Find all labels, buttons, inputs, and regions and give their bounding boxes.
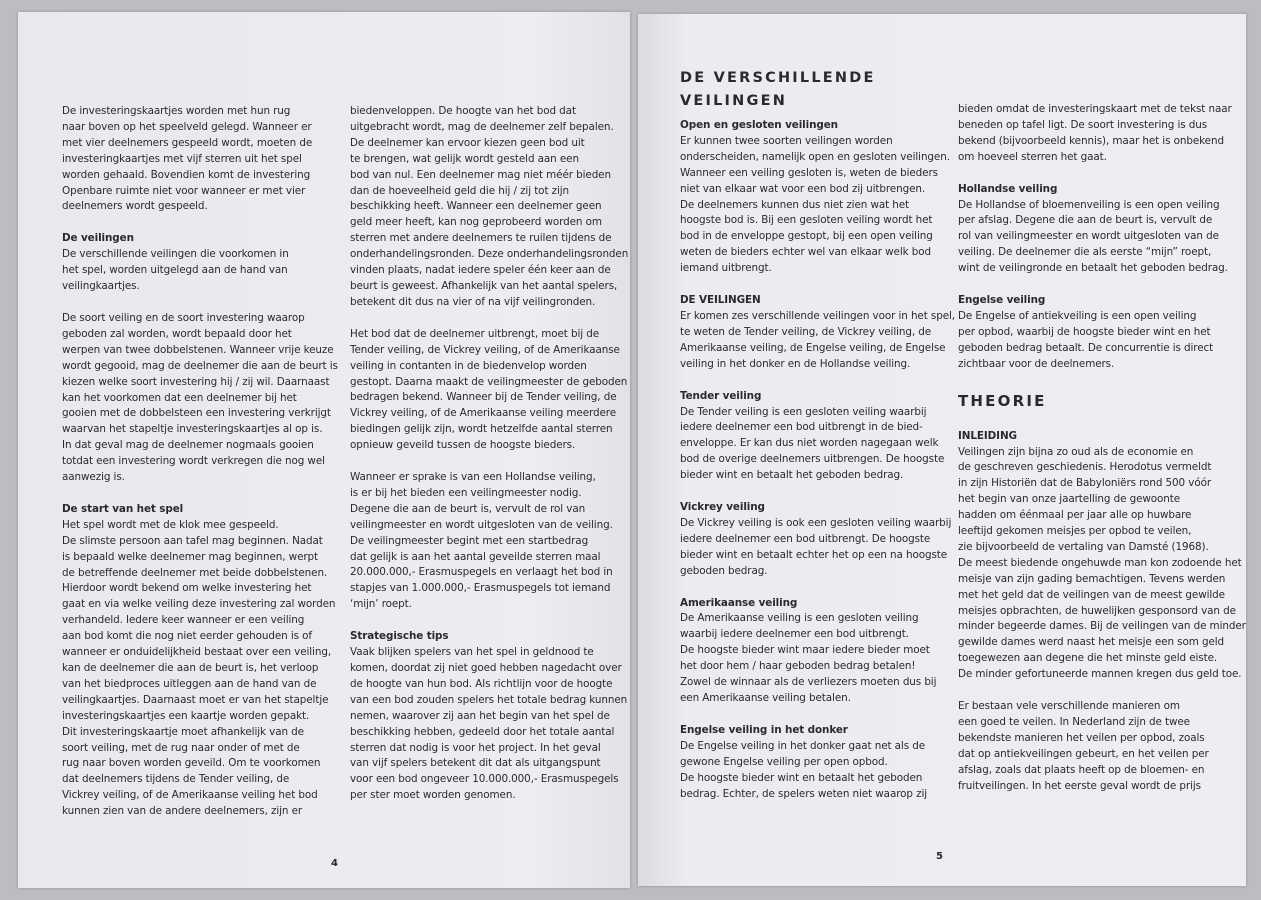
right-column-1 [680,118,955,802]
text-line: De investeringskaartjes worden met hun rug [62,105,291,117]
paragraph-spacer [62,295,334,311]
text-line: kan het voorkomen dat een deelnemer bij het [62,391,297,404]
text-line: met het geld dat de veilingen van de meest gewilde [958,588,1225,601]
text-line: weten de bieders echter wel van elkaar welk bod [680,246,931,259]
subheading: INLEIDING [958,429,1017,442]
text-line: is bepaald welke deelnemer mag beginnen, werpt [62,550,319,563]
paragraph-spacer [680,707,950,723]
text-line: sterren met andere deelnemers te ruilen tijdens de [350,232,612,245]
text-line: In dat geval mag de deelnemer nogmaals gooien [62,439,314,452]
text-line: Wanneer een veiling gesloten is, weten de bieders [680,166,938,179]
page-number-left: 4 [331,858,338,869]
text-line: per afslag. Degene die aan de beurt is, vervult de [958,214,1213,227]
text-line: Veilingen zijn bijna zo oud als de economie en [958,445,1194,458]
text-line: opnieuw geveild tussen de hoogste bieders. [350,439,576,452]
paragraph-spacer [350,311,628,327]
text-line: De slimste persoon aan tafel mag beginnen. Nadat [62,534,323,547]
right-column-2 [958,102,1246,795]
body-paragraph [958,198,1238,278]
text-line: De hoogste bieder wint maar iedere bieder moet [680,644,930,657]
text-line: geboden bedrag. [680,564,768,577]
text-line: afslag, zoals dat plaats heeft op de bloemen- en [958,763,1205,776]
text-line: De Engelse veiling in het donker gaat net als de [680,739,926,752]
text-line: 20.000.000,- Erasmuspegels en verlaagt het bod in [350,566,613,579]
paragraph-spacer [958,683,1238,699]
body-paragraph [680,405,950,485]
text-line: dat op antiekveilingen gebeurt, en het veilen per [958,747,1209,760]
text-line: fruitveilingen. In het eerste geval wordt de prijs [958,779,1201,792]
text-line: Het bod dat de deelnemer uitbrengt, moet bij de [350,327,600,340]
text-line: toegewezen aan degene die het minste geld eiste. [958,652,1218,665]
text-line: Hierdoor wordt bekend om welke investering het [62,582,312,595]
text-line: kunnen zien van de andere deelnemers, zijn er [62,805,303,818]
text-line: meisjes opbrachten, de huwelijken gesponsord van de [958,604,1236,617]
text-line: De Amerikaanse veiling is een gesloten veiling [680,612,919,625]
text-line: aan bod komt die nog niet eerder gehouden is of [62,630,312,643]
body-paragraph [680,309,955,373]
text-line: meisje van zijn gading bemachtigen. Tevens werden [958,572,1226,585]
text-line: gaat en via welke veiling deze investering zal worden [62,598,336,611]
text-line: het begin van onze jaartelling de gewoonte [958,493,1181,506]
text-line: De Vickrey veiling is ook een gesloten veiling waarbij [680,516,952,529]
text-line: leeftijd gekomen meisjes per opbod te veilen, [958,525,1192,538]
text-line: beneden op tafel ligt. De soort investering is dus [958,118,1208,131]
text-line: waarvan het stapeltje investeringskaartjes al op is. [62,423,323,436]
text-line: investeringskaartjes een kaartje worden gepakt. [62,709,310,722]
right-page [638,14,1246,886]
text-line: geld meer heeft, kan nog geprobeerd worden om [350,216,602,229]
text-line: geboden bedrag betaalt. De concurrentie is direct [958,341,1214,354]
text-line: beschikking heeft. Wanneer een deelnemer geen [350,200,602,213]
text-line: bod de overige deelnemers uitbrengen. De hoogste [680,453,945,466]
subheading: DE VEILINGEN [680,294,761,307]
text-line: hadden om éénmaal per jaar alle op huwbare [958,509,1192,522]
text-line: te weten de Tender veiling, de Vickrey veiling, de [680,325,932,338]
text-line: per opbod, waarbij de hoogste bieder wint en het [958,325,1211,338]
body-paragraph [680,516,950,580]
section-title [680,67,876,113]
text-line: nemen, waarover zij aan het begin van het spel de [350,709,610,722]
body-paragraph [350,470,628,613]
text-line: bekend (bijvoorbeeld kennis), maar het is onbekend [958,134,1224,147]
subheading: Amerikaanse veiling [680,596,798,609]
text-line: dat deelnemers tijdens de Tender veiling, de [62,773,290,786]
paragraph-spacer [680,580,950,596]
text-line: De minder gefortuneerde mannen kregen dus geld toe. [958,668,1242,681]
text-line: Het spel wordt met de klok mee gespeeld. [62,518,279,531]
text-line: bieder wint en betaalt het geboden bedrag. [680,469,904,482]
subheading: De veilingen [62,232,134,245]
text-line: is er bij het bieden een veilingmeester nodig. [350,486,582,499]
text-line: van het biedproces uitleggen aan de hand van de [62,677,317,690]
text-line: bekendste manieren het veilen per opbod, zoals [958,731,1205,744]
text-line: dan de hoeveelheid geld die hij / zij tot zijn [350,184,570,197]
body-paragraph [680,739,950,803]
body-paragraph [62,311,338,486]
text-line: veilingkaartjes. Daarnaast moet er van het stapeltje [62,693,329,706]
paragraph-spacer [680,373,950,389]
left-column-2 [350,104,628,804]
text-line: Er komen zes verschillende veilingen voor in het spel, [680,309,955,322]
body-paragraph [958,699,1238,794]
text-line: deelnemers wordt gespeeld. [62,200,208,213]
subheading: Vickrey veiling [680,501,765,514]
text-line: hoogste bod is. Bij een gesloten veiling wordt het [680,214,933,227]
text-line: sterren dat nodig is voor het project. In het geval [350,741,601,754]
paragraph-spacer [958,373,1238,389]
text-line: om hoeveel sterren het gaat. [958,150,1107,163]
body-paragraph [958,102,1238,166]
text-line: iedere deelnemer een bod uitbrengt. De hoogste [680,532,931,545]
subheading: Engelse veiling [958,294,1046,307]
text-line: iedere deelnemer een bod uitbrengt in de bied- [680,421,923,434]
text-line: geboden zal worden, wordt bepaald door het [62,327,292,340]
text-line: bod van nul. Een deelnemer mag niet méér bieden [350,168,611,181]
text-line: veiling. De deelnemer die als eerste “mijn” roept, [958,246,1212,259]
left-page [18,12,630,888]
text-line: rol van veilingmeester en wordt uitgesloten van de [958,230,1219,243]
text-line: per ster moet worden genomen. [350,789,516,802]
text-line: De Hollandse of bloemenveiling is een open veiling [958,198,1220,211]
subheading: Engelse veiling in het donker [680,723,848,736]
subheading: De start van het spel [62,502,184,515]
text-line: betekent dit dus na vier of na vijf veilingronden. [350,295,596,308]
page-number-right: 5 [936,851,943,862]
text-line: Dit investeringskaartje moet afhankelijk van de [62,725,304,738]
text-line: biedenveloppen. De hoogte van het bod dat [350,105,576,117]
text-line: De soort veiling en de soort investering waarop [62,311,305,324]
paragraph-spacer [350,454,628,470]
text-line: De deelnemer kan ervoor kiezen geen bod uit [350,136,585,149]
text-line: te brengen, wat gelijk wordt gesteld aan een [350,152,579,165]
subheading: Hollandse veiling [958,182,1058,195]
text-line: De hoogste bieder wint en betaalt het geboden [680,771,923,784]
text-line: onderscheiden, namelijk open en gesloten veilingen. [680,150,950,163]
paragraph-spacer [62,486,334,502]
text-line: van een bod zouden spelers het totale bedrag kunnen [350,693,628,706]
text-line: De Tender veiling is een gesloten veiling waarbij [680,405,927,418]
body-paragraph [680,134,950,277]
text-line: zichtbaar voor de deelnemers. [958,357,1115,370]
paragraph-spacer [958,277,1238,293]
paragraph-spacer [958,413,1238,429]
text-line: veiling in contanten in de biedenvelop worden [350,359,587,372]
text-line: De meest biedende ongehuwde man kon zodoende het [958,556,1242,569]
text-line: verhandeld. Iedere keer wanneer er een veiling [62,614,305,627]
text-line: bedragen bekend. Wanneer bij de Tender veiling, de [350,391,617,404]
text-line: worden gehaald. Bovendien komt de investering [62,168,311,181]
text-line: een Amerikaanse veiling betalen. [680,692,851,704]
text-line: biedingen gelijk zijn, wordt hetzelfde aantal sterren [350,423,613,436]
body-paragraph [958,309,1238,373]
text-line: De deelnemers kunnen dus niet zien wat het [680,198,910,211]
subheading: Open en gesloten veilingen [680,119,838,131]
text-line: beurt is geweest. Afhankelijk van het aantal spelers, [350,279,618,292]
text-line: investeringkaartjes met vijf sterren uit het spel [62,152,302,165]
paragraph-spacer [680,484,950,500]
text-line: iemand uitbrengt. [680,262,772,275]
text-line: vinden plaats, nadat iedere speler één keer aan de [350,264,611,277]
body-paragraph [62,518,334,820]
body-paragraph [62,247,334,295]
text-line: van vijf spelers betekent dit dat als uitgangspunt [350,757,601,770]
text-line: bieder wint en betaalt echter het op een na hoogste [680,548,948,561]
text-line: een goed te veilen. In Nederland zijn de twee [958,716,1190,728]
text-line: de betreffende deelnemer met beide dobbelstenen. [62,566,328,579]
text-line: rug naar boven worden geveild. Om te voorkomen [62,757,321,770]
body-paragraph [680,611,950,706]
text-line: Vickrey veiling, of de Amerikaanse veiling meerdere [350,407,617,420]
text-line: totdat een investering wordt verkregen die nog wel [62,455,325,468]
text-line: Degene die aan de beurt is, vervult de rol van [350,502,586,515]
text-line: werpen van twee dobbelstenen. Wanneer vrije keuze [62,343,334,356]
text-line: Wanneer er sprake is van een Hollandse veiling, [350,471,596,484]
section-title-line: VEILINGEN [680,93,788,109]
body-paragraph [350,327,628,454]
subheading: Strategische tips [350,630,449,643]
text-line: De veilingmeester begint met een startbedrag [350,534,589,547]
text-line: minder begeerde dames. Bij de veilingen van de minder [958,620,1246,633]
body-paragraph [350,645,628,804]
text-line: gooien met de dobbelsteen een investering verkrijgt [62,407,331,420]
text-line: wordt gegooid, mag de deelnemer die aan de beurt is [62,359,338,372]
paragraph-spacer [958,166,1238,182]
text-line: Er kunnen twee soorten veilingen worden [680,134,893,147]
body-paragraph [958,445,1246,684]
text-line: aanwezig is. [62,471,125,484]
text-line: gestopt. Daarna maakt de veilingmeester de geboden [350,375,628,388]
text-line: gewone Engelse veiling per open opbod. [680,755,888,768]
text-line: Amerikaanse veiling, de Engelse veiling, de Engelse [680,341,946,354]
text-line: niet van elkaar wat voor een bod zij uitbrengen. [680,182,926,195]
text-line: bod in de enveloppe gestopt, bij een open veiling [680,230,933,243]
text-line: kiezen welke soort investering hij / zij wil. Daarnaast [62,375,330,388]
text-line: gewilde dames werd naast het meisje een som geld [958,636,1225,649]
text-line: Vickrey veiling, of de Amerikaanse veiling het bod [62,789,318,802]
text-line: komen, doordat zij niet goed hebben nagedacht over [350,662,622,674]
text-line: veilingkaartjes. [62,280,140,293]
text-line: soort veiling, met de rug naar onder of met de [62,741,300,754]
text-line: dat gelijk is aan het aantal geveilde sterren maal [350,550,601,563]
left-column-1 [62,104,338,820]
text-line: Zowel de winnaar als de verliezers moeten dus bij [680,676,937,689]
text-line: bedrag. Echter, de spelers weten niet waarop zij [680,787,928,800]
text-line: het door hem / haar geboden bedrag betalen! [680,660,916,673]
text-line: de geschreven geschiedenis. Herodotus vermeldt [958,461,1212,474]
text-line: beschikking hebben, gedeeld door het totale aantal [350,725,615,738]
text-line: veilingmeester en wordt uitgesloten van de veiling. [350,518,613,531]
text-line: Openbare ruimte niet voor wanneer er met vier [62,184,306,197]
body-paragraph [62,104,334,215]
text-line: Vaak blijken spelers van het spel in geldnood te [350,646,594,659]
text-line: wint de veilingronde en betaalt het geboden bedrag. [958,262,1228,275]
text-line: in zijn Historiën dat de Babyloniërs rond 500 vóór [958,477,1212,490]
section-title-theorie: THEORIE [958,391,1047,410]
text-line: veiling in het donker en de Hollandse veiling. [680,357,911,370]
section-title-line: DE VERSCHILLENDE [680,70,876,86]
text-line: uitgebracht wordt, mag de deelnemer zelf bepalen. [350,120,614,133]
text-line: Tender veiling, de Vickrey veiling, of de Amerikaanse [350,343,620,356]
text-line: de hoogte van hun bod. Als richtlijn voor de hoogte [350,677,613,690]
text-line: Er bestaan vele verschillende manieren om [958,700,1180,713]
text-line: kan de deelnemer die aan de beurt is, het verloop [62,662,319,674]
text-line: naar boven op het speelveld gelegd. Wanneer er [62,120,312,133]
text-line: enveloppe. Er kan dus niet worden nagegaan welk [680,437,939,450]
text-line: met vier deelnemers gespeeld wordt, moeten de [62,136,313,149]
text-line: het spel, worden uitgelegd aan de hand van [62,264,288,277]
text-line: ‘mijn’ roept. [350,598,412,611]
body-paragraph [350,104,628,311]
text-line: voor een bod ongeveer 10.000.000,- Erasmuspegels [350,773,619,786]
text-line: zie bijvoorbeeld de vertaling van Damsté (1968). [958,540,1209,553]
text-line: De Engelse of antiekveiling is een open veiling [958,309,1197,322]
text-line: bieden omdat de investeringskaart met de tekst naar [958,103,1232,115]
text-line: stapjes van 1.000.000,- Erasmuspegels tot iemand [350,582,611,595]
text-line: waarbij iedere deelnemer een bod uitbrengt. [680,628,909,641]
paragraph-spacer [680,277,950,293]
subheading: Tender veiling [680,389,762,402]
text-line: De verschillende veilingen die voorkomen in [62,248,289,261]
paragraph-spacer [350,613,628,629]
paragraph-spacer [62,215,334,231]
text-line: wanneer er onduidelijkheid bestaat over een veiling, [62,646,332,659]
text-line: onderhandelingsronden. Deze onderhandelingsronden [350,248,629,261]
